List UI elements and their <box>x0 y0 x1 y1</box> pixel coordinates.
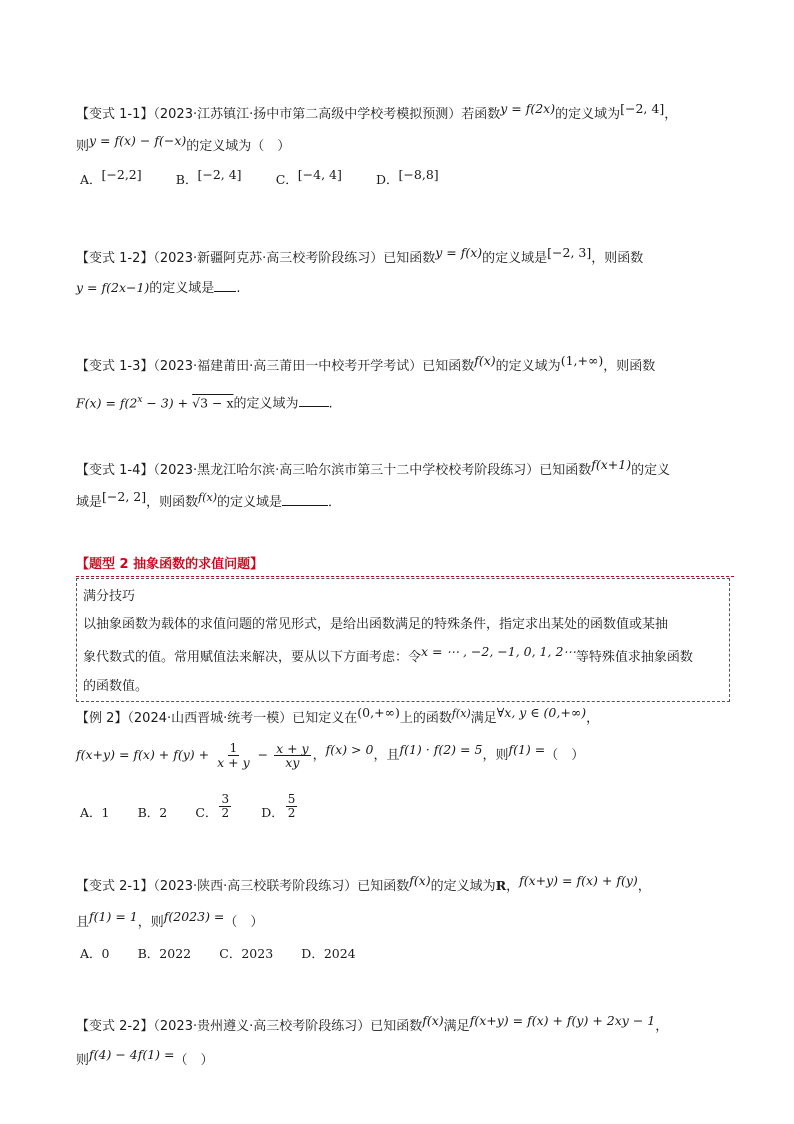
example-2-line-1 <box>76 705 734 729</box>
text: 的定义域为 <box>495 359 561 374</box>
math-expression: f(x+y) = f(x) + f(y) <box>519 873 638 888</box>
option-d-label[interactable]: D． <box>376 172 399 187</box>
math-expression: f(2023) = <box>163 909 225 924</box>
option-a-label[interactable]: A． <box>80 172 102 187</box>
option-b-value[interactable]: [−2, 4] <box>197 167 242 182</box>
text: 象代数式的值。常用赋值法来解决，要从以下方面考虑：令 <box>83 650 422 665</box>
math-expression: f(x) <box>198 491 217 504</box>
math-expression: f(x) <box>422 1013 444 1028</box>
text: （ ） <box>545 748 585 763</box>
fraction-denominator: x + y <box>217 755 250 770</box>
option-d[interactable]: D．2024 <box>301 946 356 961</box>
text: ， <box>506 879 520 894</box>
tip-line-2 <box>83 644 723 668</box>
text: 的定义域为 <box>233 396 299 412</box>
text: 域是 <box>76 495 103 510</box>
option-d-fraction[interactable] <box>286 793 298 820</box>
text: ，且 <box>373 748 400 763</box>
text: ，则函数 <box>603 359 656 374</box>
problem-tag: 【变式 1-4】 <box>76 463 154 478</box>
option-c[interactable]: C．2023 <box>219 946 274 961</box>
math-operator: − <box>253 747 273 762</box>
option-c-label[interactable]: C． <box>275 172 298 187</box>
problem-1-3-line-2 <box>76 390 734 414</box>
math-interval: (1,+∞) <box>560 353 604 368</box>
math-expression: f(x) <box>409 873 431 888</box>
option-a[interactable]: A．0 <box>80 946 110 961</box>
problem-1-4-line-2 <box>76 489 734 513</box>
option-a[interactable]: A．1 <box>80 805 110 820</box>
math-expression: y = f(2x) <box>500 101 556 116</box>
fraction-numerator: 3 <box>221 792 230 806</box>
text: 满足 <box>443 1019 470 1034</box>
problem-tag: 【例 2】 <box>76 711 128 726</box>
problem-2-1-options <box>76 944 734 965</box>
problem-1-1-line-2 <box>76 133 734 157</box>
problem-tag: 【变式 2-1】 <box>76 879 154 894</box>
text: . <box>328 396 333 412</box>
math-sqrt: √3 − x <box>192 395 234 411</box>
text: ，则 <box>137 915 164 930</box>
fraction-denominator: xy <box>285 755 300 770</box>
problem-source: （2023·陕西·高三校联考阶段练习）已知函数 <box>153 879 410 894</box>
text: ，则函数 <box>146 495 199 510</box>
example-2-line-2 <box>76 738 734 772</box>
option-b[interactable]: B．2 <box>137 805 168 820</box>
math-expression: F(x) = f(2 <box>76 395 138 411</box>
problem-source: （2023·江苏镇江·扬中市第二高级中学校考模拟预测）若函数 <box>153 107 501 122</box>
option-c-label[interactable]: C． <box>195 805 218 820</box>
text: ， <box>664 107 678 122</box>
math-expression: f(x) <box>474 353 496 368</box>
text: （ ） <box>174 1053 214 1068</box>
text: ， <box>637 879 651 894</box>
text: 等特殊值求抽象函数 <box>575 650 693 665</box>
answer-blank[interactable] <box>282 492 328 506</box>
text: 则 <box>76 139 90 154</box>
tip-box <box>76 578 730 702</box>
tip-line-1: 以抽象函数为载体的求值问题的常见形式，是给出函数满足的特殊条件，指定求出某处的函数值或某抽 <box>83 617 669 632</box>
math-expression: y = f(x) <box>435 245 483 260</box>
option-d-value[interactable]: [−8,8] <box>398 167 439 182</box>
text: ， <box>655 1019 669 1034</box>
section-title: 【题型 2 抽象函数的求值问题】 <box>76 557 264 572</box>
math-expression: f(x) <box>451 707 471 720</box>
problem-1-3-line-1 <box>76 353 734 377</box>
tip-line-3: 的函数值。 <box>83 679 149 694</box>
fraction-numerator: 5 <box>287 792 296 806</box>
math-expression: f(1) = 1 <box>89 909 138 924</box>
option-b-label[interactable]: B． <box>175 172 198 187</box>
problem-1-1-line-1 <box>76 101 734 125</box>
problem-2-1-line-2 <box>76 909 734 933</box>
text: 的定义域是 <box>216 495 282 510</box>
tip-heading: 满分技巧 <box>83 589 136 604</box>
math-expression: f(x+1) <box>591 457 632 472</box>
problem-source: （2023·福建莆田·高三莆田一中校考开学考试）已知函数 <box>153 359 475 374</box>
text: 的定义域是 <box>482 251 548 266</box>
math-expression: f(4) − 4f(1) = <box>89 1047 175 1062</box>
problem-2-2-line-2 <box>76 1047 734 1071</box>
text: ，则函数 <box>591 251 644 266</box>
text: 的定义域为（ ） <box>186 139 291 154</box>
answer-blank[interactable] <box>299 393 329 407</box>
math-interval: [−2, 4] <box>620 101 665 116</box>
text: 的定义域为 <box>555 107 621 122</box>
text: . <box>236 281 241 296</box>
text: ， <box>586 711 600 726</box>
text: 上的函数 <box>399 711 452 726</box>
problem-tag: 【变式 1-1】 <box>76 107 154 122</box>
math-interval: [−2, 2] <box>102 489 147 504</box>
text: 的定义域为 <box>430 879 496 894</box>
option-c-fraction[interactable] <box>219 793 231 820</box>
math-expression: y = f(x) − f(−x) <box>89 133 187 148</box>
problem-source: （2024·山西晋城·统考一模）已知定义在 <box>127 711 358 726</box>
math-superscript: x <box>137 395 143 405</box>
option-c-value[interactable]: [−4, 4] <box>297 167 342 182</box>
problem-2-2-line-1 <box>76 1013 734 1037</box>
fraction-denominator: 2 <box>287 806 296 820</box>
math-expression: x = ⋯ , −2, −1, 0, 1, 2⋯ <box>421 644 576 659</box>
math-expression: ∀x, y ∈ (0,+∞) <box>496 705 587 720</box>
text: ． <box>328 495 342 510</box>
text: ， <box>312 748 326 763</box>
problem-1-4-line-1 <box>76 457 734 481</box>
text: 则 <box>76 1053 90 1068</box>
option-d-label[interactable]: D． <box>261 805 284 820</box>
problem-1-2-line-1 <box>76 245 734 269</box>
math-expression: f(x+y) = f(x) + f(y) + <box>76 747 214 762</box>
problem-tag: 【变式 2-2】 <box>76 1019 154 1034</box>
fraction-denominator: 2 <box>221 806 230 820</box>
option-a-value[interactable]: [−2,2] <box>101 167 142 182</box>
problem-tag: 【变式 1-3】 <box>76 359 154 374</box>
problem-source: （2023·新疆阿克苏·高三校考阶段练习）已知函数 <box>153 251 436 266</box>
problem-2-1-line-1 <box>76 873 734 897</box>
text: 满足 <box>470 711 497 726</box>
problem-source: （2023·黑龙江哈尔滨·高三哈尔滨市第三十二中学校校考阶段练习）已知函数 <box>153 463 592 478</box>
problem-tag: 【变式 1-2】 <box>76 251 154 266</box>
math-fraction <box>274 742 311 769</box>
text: ，则 <box>482 748 509 763</box>
problem-source: （2023·贵州遵义·高三校考阶段练习）已知函数 <box>153 1019 423 1034</box>
fraction-numerator: x + y <box>276 741 309 756</box>
text: 且 <box>76 915 90 930</box>
problem-1-2-line-2 <box>76 278 734 299</box>
math-expression: − 3) + <box>142 395 193 411</box>
math-expression: f(1) · f(2) = 5 <box>399 742 483 757</box>
math-fraction <box>215 742 252 769</box>
math-interval: (0,+∞) <box>357 705 400 720</box>
section-divider <box>76 576 734 577</box>
answer-blank[interactable] <box>214 278 236 292</box>
math-expression: f(x) > 0 <box>325 742 374 757</box>
problem-1-1-options <box>76 167 734 191</box>
option-b[interactable]: B．2022 <box>137 946 192 961</box>
example-2-options <box>76 792 734 830</box>
text: 的定义 <box>631 463 671 478</box>
math-expression: y = f(2x−1) <box>76 280 150 295</box>
math-expression: f(1) = <box>508 742 546 757</box>
math-set-r: R <box>495 878 507 893</box>
math-expression: f(x+y) = f(x) + f(y) + 2xy − 1 <box>469 1013 656 1028</box>
math-interval: [−2, 3] <box>547 245 592 260</box>
text: 的定义域是 <box>149 281 215 296</box>
fraction-numerator: 1 <box>229 741 238 755</box>
text: （ ） <box>224 915 264 930</box>
